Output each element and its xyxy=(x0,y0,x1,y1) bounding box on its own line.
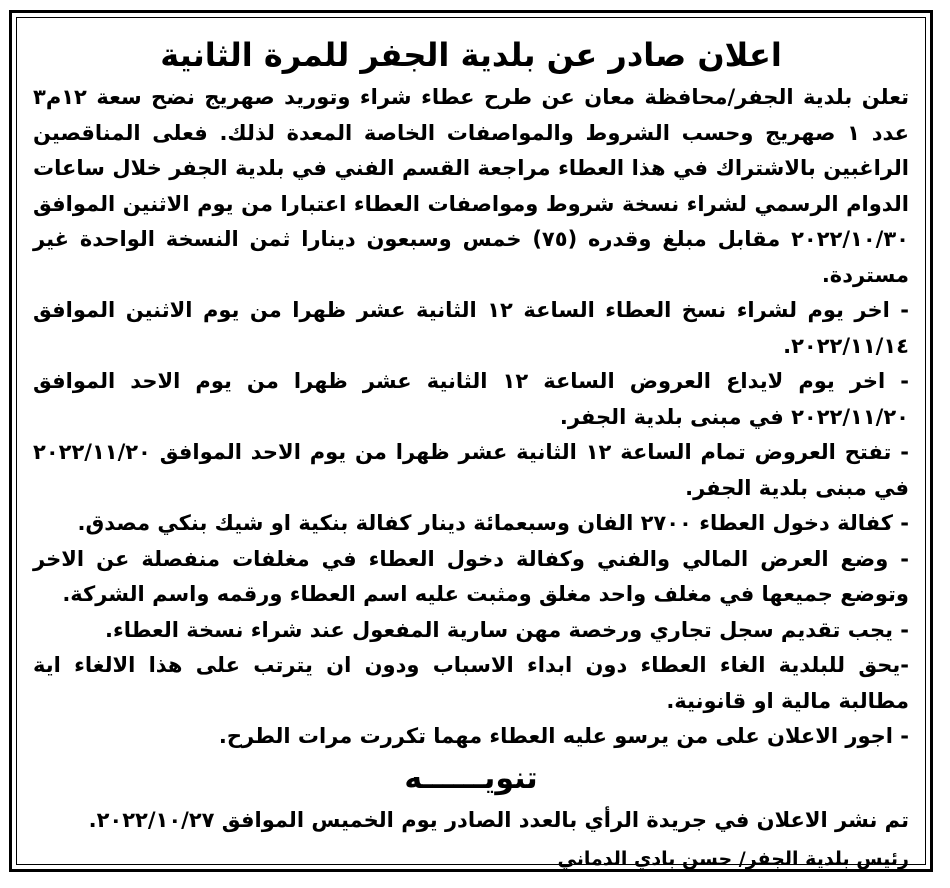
condition-item: - اخر يوم لشراء نسخ العطاء الساعة ١٢ الثانية عشر ظهرا من يوم الاثنين الموافق ٢٠٢٢/١١/١٤. xyxy=(33,298,910,358)
condition-item: - وضع العرض المالي والفني وكفالة دخول العطاء في مغلفات منفصلة عن الاخر وتوضع جميعها في مغلف واحد مغلق ومثبت عليه اسم العطاء ورقمه واسم الشركة. xyxy=(33,546,909,606)
announcement-frame xyxy=(9,10,933,872)
notice-heading: تنويــــــه xyxy=(404,760,538,796)
condition-item: - يجب تقديم سجل تجاري ورخصة مهن سارية المفعول عند شراء نسخة العطاء. xyxy=(105,617,909,642)
condition-item: -يحق للبلدية الغاء العطاء دون ابداء الاسباب ودون ان يترتب على هذا الالغاء اية مطالبة مالية او قانونية. xyxy=(33,653,909,713)
intro-paragraph: تعلن بلدية الجفر/محافظة معان عن طرح عطاء شراء وتوريد صهريج نضح سعة ١٢م٣ عدد ١ صهريج وحسب الشروط والمواصفات الخاصة المعدة لذلك. فعلى المناقصين الراغبين بالاشتراك في هذا العطاء مراجعة القسم الفني في بلدية الجفر خلال ساعات الدوام الرسمي لشراء نسخة شروط ومواصفات العطاء اعتبارا من يوم الاثنين الموافق ٢٠٢٢/١٠/٣٠ مقابل مبلغ وقدره (٧٥) خمس وسبعون دينارا ثمن النسخة الواحدة غير مستردة. xyxy=(33,85,909,287)
condition-item: - تفتح العروض تمام الساعة ١٢ الثانية عشر ظهرا من يوم الاحد الموافق ٢٠٢٢/١١/٢٠ في مبنى بلدية الجفر. xyxy=(33,440,909,500)
announcement-body xyxy=(16,17,926,870)
condition-item: - اخر يوم لايداع العروض الساعة ١٢ الثانية عشر ظهرا من يوم الاحد الموافق ٢٠٢٢/١١/٢٠ في مبنى بلدية الجفر. xyxy=(33,369,910,429)
announcement-title: اعلان صادر عن بلدية الجفر للمرة الثانية xyxy=(160,36,782,74)
condition-item: - اجور الاعلان على من يرسو عليه العطاء مهما تكررت مرات الطرح. xyxy=(218,724,909,748)
condition-item: - كفالة دخول العطاء ٢٧٠٠ الفان وسبعمائة دينار كفالة بنكية او شيك بنكي مصدق. xyxy=(77,511,909,535)
signature: رئيس بلدية الجفر/ حسن بادي الدماني xyxy=(557,848,909,870)
conditions-list xyxy=(33,293,909,755)
notice-text: تم نشر الاعلان في جريدة الرأي بالعدد الصادر يوم الخميس الموافق ٢٠٢٢/١٠/٢٧. xyxy=(88,807,909,832)
